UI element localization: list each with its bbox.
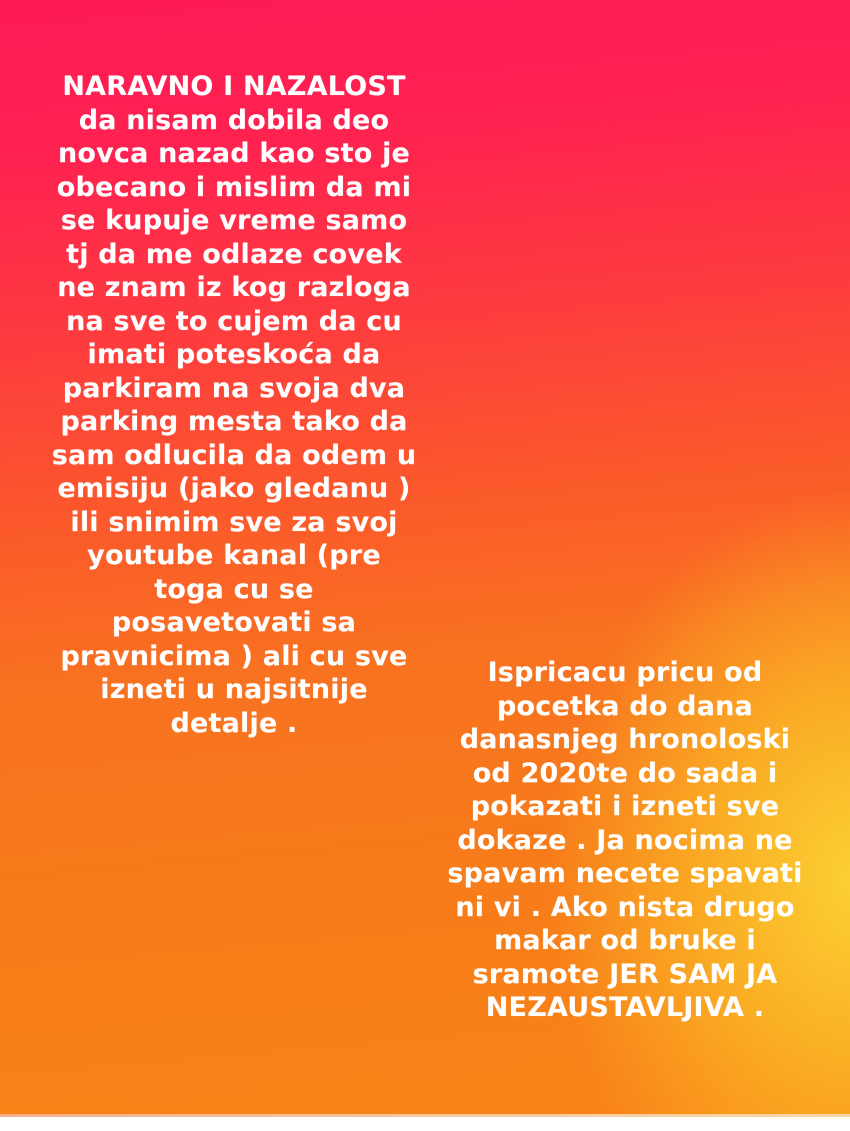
- text-line: detalje .: [170, 707, 298, 739]
- text-line: na sve to cujem da cu: [66, 305, 402, 337]
- text-line: NARAVNO I NAZALOST: [62, 71, 406, 102]
- text-line: makar od bruke i: [494, 925, 756, 956]
- text-line: pocetka do dana: [497, 690, 753, 722]
- text-line: sramote JER SAM JA: [472, 958, 778, 990]
- text-line: od 2020te do sada i: [472, 757, 778, 789]
- text-line: parkiram na svoja dva: [62, 372, 406, 404]
- text-line: pravnicima ) ali cu sve: [60, 640, 408, 672]
- text-line: izneti u najsitnije: [100, 674, 368, 705]
- text-line: danasnjeg hronoloski: [459, 724, 791, 755]
- text-line: NEZAUSTAVLJIVA .: [485, 992, 765, 1023]
- text-line: ne znam iz kog razloga: [57, 272, 411, 303]
- text-line: parking mesta tako da: [60, 406, 408, 437]
- text-line: spavam necete spavati: [447, 858, 803, 889]
- text-line: novca nazad kao sto je: [57, 138, 411, 169]
- story-text-left: [24, 70, 444, 740]
- text-line: obecano i mislim da mi: [56, 171, 412, 203]
- text-line: pokazati i izneti sve: [470, 791, 780, 822]
- text-line: youtube kanal (pre: [87, 540, 381, 571]
- text-line: sam odlucila da odem u: [51, 439, 417, 471]
- text-line: emisiju (jako gledanu ): [57, 473, 411, 504]
- bottom-edge-divider: [0, 1114, 850, 1117]
- text-line: tj da me odlaze covek: [66, 238, 402, 270]
- story-text-right: [425, 656, 825, 1025]
- text-line: ni vi . Ako nista drugo: [455, 891, 795, 923]
- text-line: toga cu se: [154, 573, 314, 605]
- text-line: imati poteskoća da: [87, 339, 381, 370]
- text-line: Ispricacu pricu od: [487, 657, 763, 688]
- text-line: posavetovati sa: [111, 607, 357, 638]
- text-line: se kupuje vreme samo: [60, 205, 408, 236]
- text-line: ili snimim sve za svoj: [70, 506, 398, 538]
- text-line: da nisam dobila deo: [78, 104, 390, 136]
- text-line: dokaze . Ja nocima ne: [457, 824, 793, 856]
